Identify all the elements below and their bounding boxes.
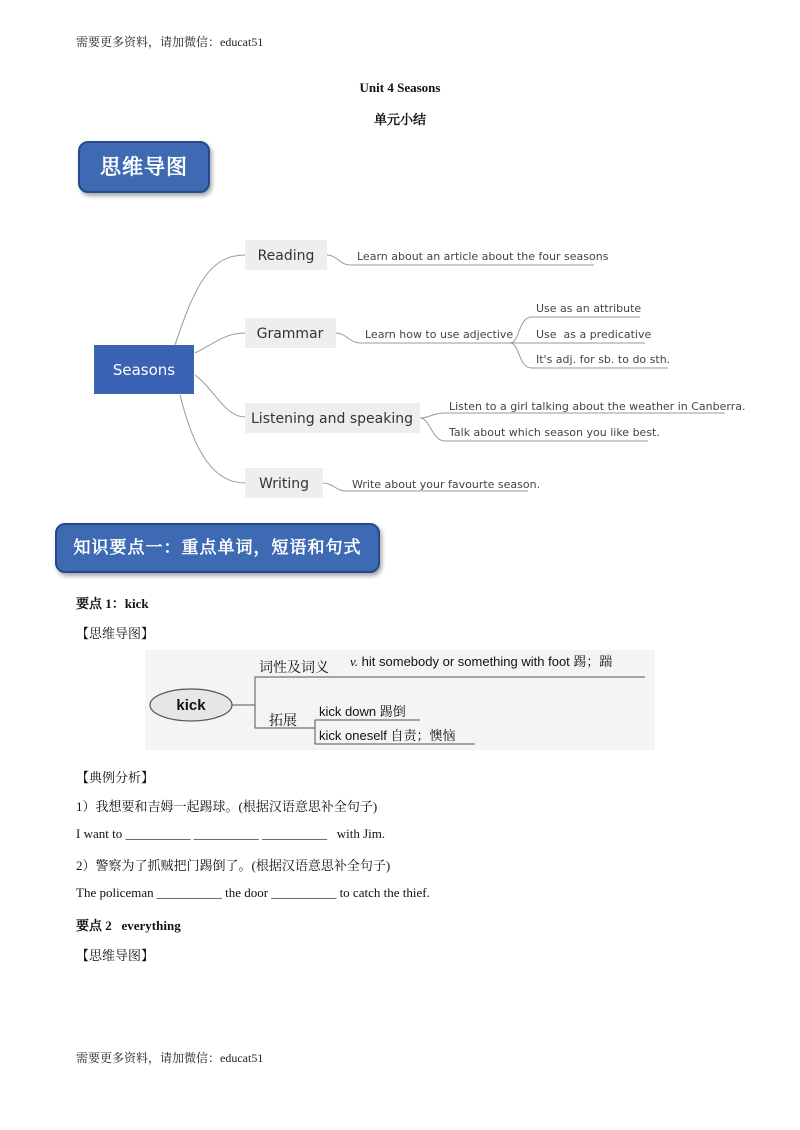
kick-pos-tag: v.	[350, 654, 359, 669]
connector	[175, 255, 245, 345]
seasons-mindmap	[0, 225, 800, 515]
key-points-banner: 知识要点一：重点单词，短语和句式	[55, 523, 380, 573]
leaf-listening-2: Talk about which season you like best.	[449, 426, 660, 439]
kick-ext-1: kick down 踢倒	[319, 704, 406, 719]
point2-mindmap-label: 【思维导图】	[76, 948, 155, 963]
branch-label-writing: Writing	[259, 476, 309, 492]
leaf-reading: Learn about an article about the four seasons	[357, 250, 609, 263]
question-2: 2）警察为了抓贼把门踢倒了。(根据汉语意思补全句子)	[76, 858, 391, 873]
connector	[195, 333, 245, 353]
header-note: 需要更多资料，请加微信：educat51	[76, 35, 264, 49]
question-1-sentence: I want to __________ __________ __________ with Jim.	[76, 826, 386, 841]
example-label: 【典例分析】	[76, 770, 155, 785]
kick-ext-2: kick oneself 自责；懊恼	[319, 728, 456, 743]
document-title: Unit 4 Seasons	[359, 80, 441, 95]
document-subtitle: 单元小结	[373, 112, 426, 127]
point2-heading: 要点 2 everything	[76, 918, 181, 933]
kick-branch-pos: 词性及词义	[259, 660, 329, 676]
kick-branch-ext: 拓展	[269, 713, 297, 729]
question-1: 1）我想要和吉姆一起踢球。(根据汉语意思补全句子)	[76, 799, 378, 814]
leaf-writing: Write about your favourte season.	[352, 478, 541, 491]
connector	[420, 413, 725, 418]
leaf-grammar: Learn how to use adjective	[365, 328, 514, 341]
kick-mindmap	[145, 650, 655, 750]
branch-label-reading: Reading	[257, 248, 315, 264]
kick-definition-text: hit somebody or something with foot 踢；踹	[358, 654, 613, 669]
subleaf-predicative: Use as a predicative	[536, 328, 652, 341]
mindmap-banner: 思维导图	[78, 141, 210, 193]
kick-definition	[350, 654, 612, 669]
connector	[180, 395, 245, 483]
branch-label-listening: Listening and speaking	[251, 411, 413, 427]
subleaf-pattern: It's adj. for sb. to do sth.	[536, 353, 671, 366]
footer-note: 需要更多资料，请加微信：educat51	[76, 1051, 264, 1065]
leaf-listening-1: Listen to a girl talking about the weather in Canberra.	[449, 400, 746, 413]
connector	[195, 375, 245, 417]
subleaf-attribute: Use as an attribute	[536, 302, 642, 315]
kick-root-label: kick	[176, 697, 206, 714]
question-2-sentence: The policeman __________ the door __________ to catch the thief.	[76, 885, 430, 900]
point1-heading: 要点 1：kick	[76, 596, 149, 611]
branch-label-grammar: Grammar	[256, 326, 324, 342]
point1-mindmap-label: 【思维导图】	[76, 626, 155, 641]
root-node-label: Seasons	[112, 361, 176, 379]
